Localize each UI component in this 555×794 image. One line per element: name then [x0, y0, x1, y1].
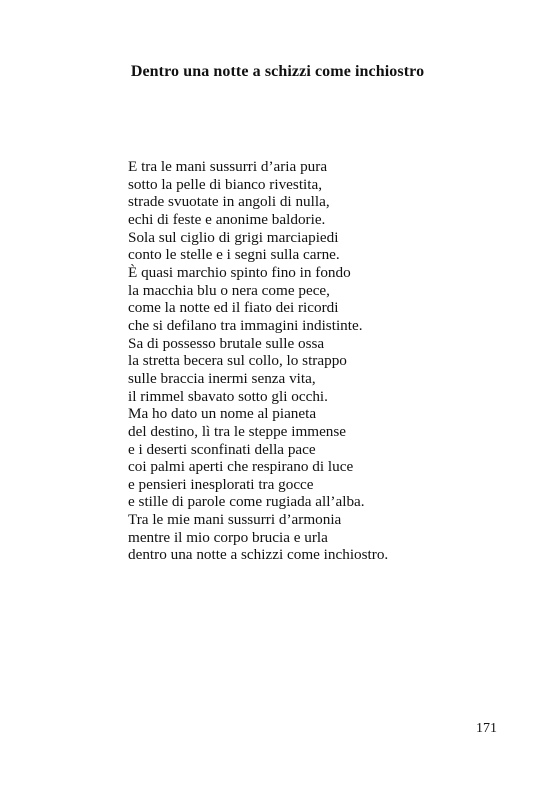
poem-line: come la notte ed il fiato dei ricordi: [128, 299, 339, 317]
poem-line: sotto la pelle di bianco rivestita,: [128, 175, 323, 193]
poem-line: la macchia blu o nera come pece,: [128, 281, 330, 299]
page-number: 171: [476, 721, 497, 736]
poem-line: conto le stelle e i segni sulla carne.: [128, 246, 340, 264]
poem-line: sulle braccia inermi senza vita,: [128, 369, 316, 387]
poem-line: la stretta becera sul collo, lo strappo: [128, 352, 347, 370]
poem-line: echi di feste e anonime baldorie.: [128, 210, 326, 228]
poem-line: coi palmi aperti che respirano di luce: [128, 458, 354, 476]
poem-line: e pensieri inesplorati tra gocce: [128, 475, 314, 493]
poem-line: Sola sul ciglio di grigi marciapiedi: [128, 228, 339, 246]
poem-line: strade svuotate in angoli di nulla,: [128, 193, 330, 211]
poem-line: e stille di parole come rugiada all’alba.: [128, 493, 365, 511]
poem-body: [128, 158, 388, 564]
poem-line: del destino, lì tra le steppe immense: [128, 422, 347, 440]
poem-line: È quasi marchio spinto fino in fondo: [128, 263, 351, 281]
poem-line: Sa di possesso brutale sulle ossa: [128, 334, 325, 352]
poem-line: mentre il mio corpo brucia e urla: [128, 528, 328, 546]
poem-line: dentro una notte a schizzi come inchiostro.: [128, 546, 389, 564]
poem-line: e i deserti sconfinati della pace: [128, 440, 316, 458]
poem-line: E tra le mani sussurri d’aria pura: [128, 158, 328, 175]
poem-line: Tra le mie mani sussurri d’armonia: [128, 511, 342, 529]
poem-line: Ma ho dato un nome al pianeta: [128, 405, 317, 423]
poem-line: il rimmel sbavato sotto gli occhi.: [128, 387, 328, 405]
poem-line: che si defilano tra immagini indistinte.: [128, 316, 363, 334]
poem-title: Dentro una notte a schizzi come inchiostro: [130, 63, 425, 80]
